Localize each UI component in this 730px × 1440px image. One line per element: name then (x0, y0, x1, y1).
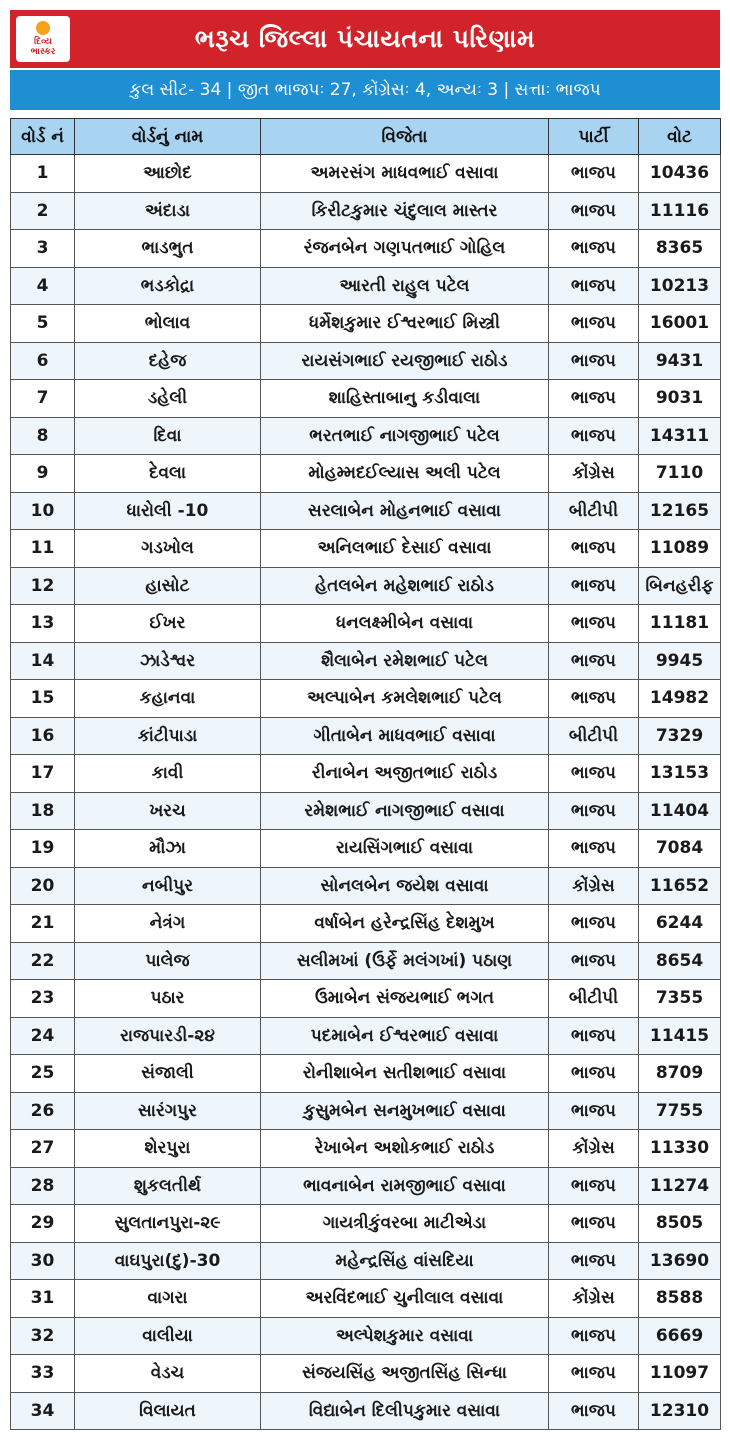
title-banner (10, 10, 720, 68)
winner-cell: વિદ્યાબેન દિલીપકુમાર વસાવા (261, 1392, 549, 1430)
winner-cell: ભરતભાઈ નાગજીભાઈ પટેલ (261, 417, 549, 455)
ward-name-cell: વાલીયા (75, 1317, 261, 1355)
logo-text-line1: દિવ્ય (34, 37, 52, 47)
table-row (11, 942, 721, 980)
table-row (11, 1317, 721, 1355)
table-row (11, 342, 721, 380)
ward-no-cell: 11 (11, 530, 75, 568)
ward-name-cell: પઠાર (75, 980, 261, 1018)
header-winner: વિજેતા (261, 119, 549, 155)
ward-no-cell: 33 (11, 1355, 75, 1393)
votes-cell: 16001 (639, 305, 721, 343)
table-row (11, 905, 721, 943)
table-body (11, 155, 721, 1430)
ward-no-cell: 10 (11, 492, 75, 530)
party-cell: ભાજપ (549, 380, 639, 418)
winner-cell: સંજયસિંહ અજીતસિંહ સિન્ધા (261, 1355, 549, 1393)
winner-cell: ઉમાબેન સંજયભાઈ ભગત (261, 980, 549, 1018)
party-cell: ભાજપ (549, 1392, 639, 1430)
votes-cell: 14982 (639, 680, 721, 718)
party-cell: ભાજપ (549, 1355, 639, 1393)
ward-name-cell: અંદાડા (75, 192, 261, 230)
votes-cell: 11404 (639, 792, 721, 830)
party-cell: ભાજપ (549, 942, 639, 980)
votes-cell: 12310 (639, 1392, 721, 1430)
party-cell: ભાજપ (549, 1017, 639, 1055)
logo-text-line2: ભાસ્કર (30, 47, 56, 57)
ward-no-cell: 21 (11, 905, 75, 943)
ward-no-cell: 17 (11, 755, 75, 793)
ward-no-cell: 23 (11, 980, 75, 1018)
divya-bhaskar-logo (16, 16, 70, 62)
table-row (11, 1280, 721, 1318)
table-row (11, 1242, 721, 1280)
ward-name-cell: કાંટીપાડા (75, 717, 261, 755)
votes-cell: 12165 (639, 492, 721, 530)
ward-name-cell: ડહેલી (75, 380, 261, 418)
winner-cell: રોનીશાબેન સતીશભાઈ વસાવા (261, 1055, 549, 1093)
party-cell: ભાજપ (549, 1167, 639, 1205)
votes-cell: 6669 (639, 1317, 721, 1355)
ward-no-cell: 19 (11, 830, 75, 868)
votes-cell: 11652 (639, 867, 721, 905)
table-row (11, 642, 721, 680)
ward-name-cell: વાગરા (75, 1280, 261, 1318)
votes-cell: 11330 (639, 1130, 721, 1168)
ward-name-cell: ધારોલી -10 (75, 492, 261, 530)
table-row (11, 680, 721, 718)
winner-cell: આરતી રાહુલ પટેલ (261, 267, 549, 305)
table-row (11, 755, 721, 793)
table-row (11, 417, 721, 455)
party-cell: ભાજપ (549, 680, 639, 718)
header-party: પાર્ટી (549, 119, 639, 155)
votes-cell: 7329 (639, 717, 721, 755)
winner-cell: રીનાબેન અજીતભાઈ રાઠોડ (261, 755, 549, 793)
party-cell: ભાજપ (549, 342, 639, 380)
party-cell: ભાજપ (549, 567, 639, 605)
party-cell: ભાજપ (549, 755, 639, 793)
votes-cell: 11415 (639, 1017, 721, 1055)
winner-cell: સોનલબેન જયેશ વસાવા (261, 867, 549, 905)
winner-cell: અલ્પેશકુમાર વસાવા (261, 1317, 549, 1355)
party-cell: ભાજપ (549, 192, 639, 230)
table-row (11, 1205, 721, 1243)
ward-no-cell: 12 (11, 567, 75, 605)
winner-cell: કુસુમબેન સનમુખભાઈ વસાવા (261, 1092, 549, 1130)
table-row (11, 1130, 721, 1168)
winner-cell: રાયસિંગભાઈ વસાવા (261, 830, 549, 868)
votes-cell: 11274 (639, 1167, 721, 1205)
ward-no-cell: 7 (11, 380, 75, 418)
ward-name-cell: ખરચ (75, 792, 261, 830)
votes-cell: 8588 (639, 1280, 721, 1318)
summary-bar: કુલ સીટ- 34 | જીત ભાજપઃ 27, કોંગ્રેસઃ 4, અન્યઃ 3 | સત્તાઃ ભાજપ (10, 70, 720, 110)
ward-no-cell: 8 (11, 417, 75, 455)
table-row (11, 267, 721, 305)
page-title: ભરૂચ જિલ્લા પંચાયતના પરિણામ (194, 24, 536, 53)
ward-no-cell: 25 (11, 1055, 75, 1093)
winner-cell: રંજનબેન ગણપતભાઈ ગોહિલ (261, 230, 549, 268)
table-row (11, 155, 721, 193)
votes-cell: 10436 (639, 155, 721, 193)
ward-no-cell: 4 (11, 267, 75, 305)
ward-no-cell: 9 (11, 455, 75, 493)
winner-cell: ધર્મેશકુમાર ઈશ્વરભાઈ મિસ્ત્રી (261, 305, 549, 343)
votes-cell: 11089 (639, 530, 721, 568)
ward-name-cell: ભડકોદ્રા (75, 267, 261, 305)
winner-cell: કિરીટકુમાર ચંદુલાલ માસ્તર (261, 192, 549, 230)
winner-cell: અલ્પાબેન કમલેશભાઈ પટેલ (261, 680, 549, 718)
ward-name-cell: આછોદ (75, 155, 261, 193)
winner-cell: વર્ષાબેન હરેન્દ્રસિંહ દેશમુખ (261, 905, 549, 943)
ward-name-cell: હાસોટ (75, 567, 261, 605)
ward-no-cell: 5 (11, 305, 75, 343)
ward-no-cell: 16 (11, 717, 75, 755)
party-cell: ભાજપ (549, 530, 639, 568)
party-cell: ભાજપ (549, 230, 639, 268)
table-row (11, 455, 721, 493)
votes-cell: 13153 (639, 755, 721, 793)
votes-cell: 11097 (639, 1355, 721, 1393)
ward-name-cell: દહેજ (75, 342, 261, 380)
ward-no-cell: 2 (11, 192, 75, 230)
ward-name-cell: કહાનવા (75, 680, 261, 718)
table-row (11, 380, 721, 418)
ward-name-cell: નેત્રંગ (75, 905, 261, 943)
votes-cell: 7084 (639, 830, 721, 868)
winner-cell: ભાવનાબેન રામજીભાઈ વસાવા (261, 1167, 549, 1205)
winner-cell: રાયસંગભાઈ રયજીભાઈ રાઠોડ (261, 342, 549, 380)
ward-no-cell: 15 (11, 680, 75, 718)
winner-cell: મહેન્દ્રસિંહ વાંસદિયા (261, 1242, 549, 1280)
ward-name-cell: ભાડભુત (75, 230, 261, 268)
ward-no-cell: 3 (11, 230, 75, 268)
party-cell: ભાજપ (549, 830, 639, 868)
winner-cell: રમેશભાઈ નાગજીભાઈ વસાવા (261, 792, 549, 830)
results-table-container (10, 118, 720, 1434)
votes-cell: 6244 (639, 905, 721, 943)
table-row (11, 192, 721, 230)
table-row (11, 1017, 721, 1055)
table-row (11, 305, 721, 343)
sun-icon (36, 21, 50, 35)
ward-name-cell: વાઘપુરા(દુ)-30 (75, 1242, 261, 1280)
table-header-row (11, 119, 721, 155)
results-table (10, 118, 721, 1430)
winner-cell: ગીતાબેન માધવભાઈ વસાવા (261, 717, 549, 755)
party-cell: ભાજપ (549, 267, 639, 305)
party-cell: ભાજપ (549, 1242, 639, 1280)
votes-cell: 11116 (639, 192, 721, 230)
party-cell: ભાજપ (549, 605, 639, 643)
ward-name-cell: વેડચ (75, 1355, 261, 1393)
votes-cell: 13690 (639, 1242, 721, 1280)
winner-cell: શાહિસ્તાબાનુ કડીવાલા (261, 380, 549, 418)
winner-cell: રેખાબેન અશોકભાઈ રાઠોડ (261, 1130, 549, 1168)
party-cell: કોંગ્રેસ (549, 455, 639, 493)
ward-name-cell: શેરપુરા (75, 1130, 261, 1168)
header-ward-no: વોર્ડ નં (11, 119, 75, 155)
winner-cell: મોહમ્મદઈલ્યાસ અલી પટેલ (261, 455, 549, 493)
party-cell: ભાજપ (549, 417, 639, 455)
votes-cell: 9031 (639, 380, 721, 418)
party-cell: કોંગ્રેસ (549, 1130, 639, 1168)
votes-cell: 7755 (639, 1092, 721, 1130)
table-row (11, 1167, 721, 1205)
winner-cell: અમરસંગ માધવભાઈ વસાવા (261, 155, 549, 193)
votes-cell: બિનહરીફ (639, 567, 721, 605)
party-cell: ભાજપ (549, 792, 639, 830)
table-row (11, 830, 721, 868)
ward-name-cell: ભોલાવ (75, 305, 261, 343)
party-cell: ભાજપ (549, 155, 639, 193)
table-row (11, 867, 721, 905)
party-cell: ભાજપ (549, 1205, 639, 1243)
winner-cell: ધનલક્ષ્મીબેન વસાવા (261, 605, 549, 643)
ward-no-cell: 1 (11, 155, 75, 193)
votes-cell: 8709 (639, 1055, 721, 1093)
ward-no-cell: 30 (11, 1242, 75, 1280)
votes-cell: 8505 (639, 1205, 721, 1243)
ward-no-cell: 29 (11, 1205, 75, 1243)
ward-name-cell: નબીપુર (75, 867, 261, 905)
party-cell: ભાજપ (549, 905, 639, 943)
ward-no-cell: 24 (11, 1017, 75, 1055)
votes-cell: 10213 (639, 267, 721, 305)
winner-cell: પદમાબેન ઈશ્વરભાઈ વસાવા (261, 1017, 549, 1055)
party-cell: ભાજપ (549, 1055, 639, 1093)
ward-no-cell: 31 (11, 1280, 75, 1318)
table-row (11, 530, 721, 568)
table-row (11, 492, 721, 530)
table-row (11, 230, 721, 268)
votes-cell: 11181 (639, 605, 721, 643)
winner-cell: શૈલાબેન રમેશભાઈ પટેલ (261, 642, 549, 680)
party-cell: બીટીપી (549, 717, 639, 755)
ward-name-cell: પાલેજ (75, 942, 261, 980)
ward-no-cell: 13 (11, 605, 75, 643)
table-row (11, 980, 721, 1018)
table-row (11, 1055, 721, 1093)
party-cell: ભાજપ (549, 1317, 639, 1355)
ward-name-cell: સારંગપુર (75, 1092, 261, 1130)
party-cell: કોંગ્રેસ (549, 867, 639, 905)
winner-cell: અરવિંદભાઈ ચુનીલાલ વસાવા (261, 1280, 549, 1318)
ward-name-cell: કાવી (75, 755, 261, 793)
party-cell: બીટીપી (549, 492, 639, 530)
winner-cell: સરલાબેન મોહનભાઈ વસાવા (261, 492, 549, 530)
winner-cell: અનિલભાઈ દેસાઈ વસાવા (261, 530, 549, 568)
table-row (11, 1392, 721, 1430)
ward-name-cell: ઝાડેશ્વર (75, 642, 261, 680)
votes-cell: 7355 (639, 980, 721, 1018)
ward-name-cell: ઈખર (75, 605, 261, 643)
table-row (11, 1355, 721, 1393)
header-ward-name: વોર્ડનું નામ (75, 119, 261, 155)
table-row (11, 605, 721, 643)
ward-name-cell: રાજપારડી-૨૪ (75, 1017, 261, 1055)
party-cell: ભાજપ (549, 1092, 639, 1130)
table-row (11, 567, 721, 605)
votes-cell: 7110 (639, 455, 721, 493)
party-cell: ભાજપ (549, 305, 639, 343)
party-cell: બીટીપી (549, 980, 639, 1018)
votes-cell: 9945 (639, 642, 721, 680)
votes-cell: 9431 (639, 342, 721, 380)
ward-no-cell: 32 (11, 1317, 75, 1355)
votes-cell: 8654 (639, 942, 721, 980)
party-cell: કોંગ્રેસ (549, 1280, 639, 1318)
table-row (11, 717, 721, 755)
winner-cell: સલીમખાં (ઉર્ફે મલંગખાં) પઠાણ (261, 942, 549, 980)
winner-cell: હેતલબેન મહેશભાઈ રાઠોડ (261, 567, 549, 605)
ward-name-cell: વિલાયત (75, 1392, 261, 1430)
ward-no-cell: 34 (11, 1392, 75, 1430)
ward-no-cell: 26 (11, 1092, 75, 1130)
ward-no-cell: 6 (11, 342, 75, 380)
ward-no-cell: 28 (11, 1167, 75, 1205)
ward-name-cell: દેવલા (75, 455, 261, 493)
ward-no-cell: 14 (11, 642, 75, 680)
ward-name-cell: સુલતાનપુરા-૨૯ (75, 1205, 261, 1243)
ward-name-cell: મૌઝા (75, 830, 261, 868)
votes-cell: 8365 (639, 230, 721, 268)
header-votes: વોટ (639, 119, 721, 155)
table-row (11, 792, 721, 830)
ward-no-cell: 18 (11, 792, 75, 830)
votes-cell: 14311 (639, 417, 721, 455)
ward-name-cell: સંજાલી (75, 1055, 261, 1093)
ward-no-cell: 22 (11, 942, 75, 980)
party-cell: ભાજપ (549, 642, 639, 680)
table-row (11, 1092, 721, 1130)
ward-name-cell: દિવા (75, 417, 261, 455)
ward-no-cell: 20 (11, 867, 75, 905)
winner-cell: ગાયત્રીકુંવરબા માટીએડા (261, 1205, 549, 1243)
ward-name-cell: શુકલતીર્થ (75, 1167, 261, 1205)
ward-no-cell: 27 (11, 1130, 75, 1168)
ward-name-cell: ગડખોલ (75, 530, 261, 568)
